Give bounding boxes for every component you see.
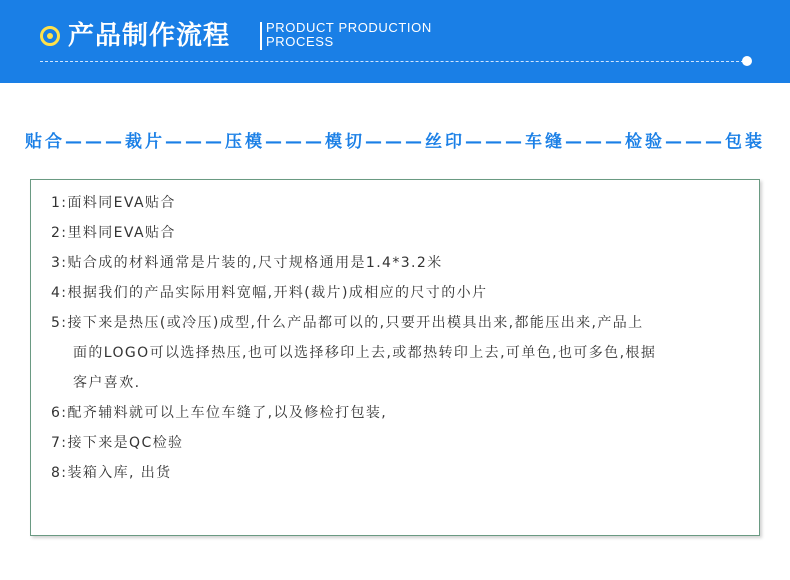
process-flow: 贴合———裁片———压模———模切———丝印———车缝———检验———包装 — [25, 132, 765, 152]
step-8 — [51, 458, 763, 488]
target-circle-icon — [40, 26, 60, 46]
step-4 — [51, 278, 763, 308]
step-text: 根据我们的产品实际用料宽幅,开料(裁片)成相应的尺寸的小片 — [67, 285, 488, 301]
step-text: 装箱入库, 出货 — [67, 465, 172, 481]
step-7 — [51, 428, 763, 458]
step-text: 贴合成的材料通常是片装的,尺寸规格通用是1.4*3.2米 — [67, 255, 443, 271]
step-1 — [51, 188, 763, 218]
step-text: 接下来是QC检验 — [67, 435, 184, 451]
subtitle-line-1: PRODUCT PRODUCTION — [266, 20, 432, 35]
step-number: 2: — [51, 225, 68, 241]
divider-end-dot — [742, 56, 752, 66]
step-number: 7: — [51, 435, 68, 451]
steps-box — [30, 179, 760, 536]
step-text: 里料同EVA贴合 — [67, 225, 176, 241]
step-5-continuation-1: 面的LOGO可以选择热压,也可以选择移印上去,或都热转印上去,可单色,也可多色,根据 — [73, 345, 657, 361]
step-6 — [51, 398, 763, 428]
step-text: 接下来是热压(或冷压)成型,什么产品都可以的,只要开出模具出来,都能压出来,产品上 — [67, 315, 644, 331]
title-divider — [260, 22, 262, 50]
page-subtitle — [266, 21, 432, 49]
page-title: 产品制作流程 — [68, 21, 231, 51]
step-5-continuation-2: 客户喜欢. — [73, 375, 141, 391]
step-3 — [51, 248, 763, 278]
step-text: 配齐辅料就可以上车位车缝了,以及修检打包装, — [67, 405, 388, 421]
step-number: 1: — [51, 195, 68, 211]
dashed-divider — [40, 61, 744, 62]
header-banner — [0, 0, 790, 83]
step-5 — [51, 308, 763, 338]
step-number: 8: — [51, 465, 68, 481]
step-number: 4: — [51, 285, 68, 301]
step-number: 6: — [51, 405, 68, 421]
step-text: 面料同EVA贴合 — [67, 195, 176, 211]
step-number: 3: — [51, 255, 68, 271]
step-number: 5: — [51, 315, 68, 331]
subtitle-line-2: PROCESS — [266, 34, 334, 49]
step-2 — [51, 218, 763, 248]
